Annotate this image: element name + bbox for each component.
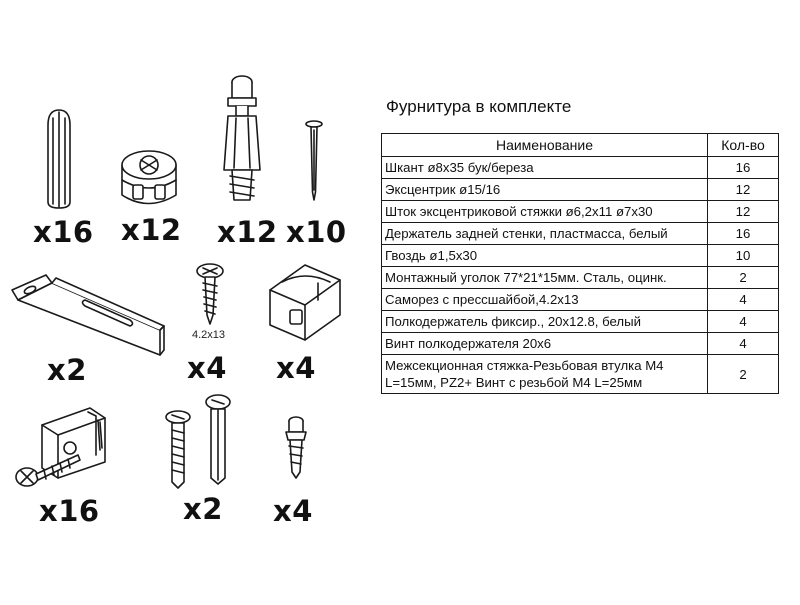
page-title: Фурнитура в комплекте: [386, 97, 572, 116]
qty-screw: x4: [187, 351, 227, 385]
cell-name: Монтажный уголок 77*21*15мм. Сталь, оцинк.: [382, 267, 708, 289]
cell-qty: 4: [708, 289, 779, 311]
table-row: [382, 223, 779, 245]
table-row: [382, 355, 779, 394]
qty-dowel: x16: [33, 215, 94, 249]
cell-name: Эксцентрик ø15/16: [382, 179, 708, 201]
screw-size-caption: 4.2x13: [192, 329, 226, 341]
qty-cam-lock: x12: [121, 213, 182, 247]
table-row: [382, 267, 779, 289]
cell-name: Держатель задней стенки, пластмасса, белый: [382, 223, 708, 245]
column-header-qty: Кол-во: [708, 134, 779, 157]
cell-qty: 12: [708, 201, 779, 223]
cell-qty: 10: [708, 245, 779, 267]
table-row: [382, 179, 779, 201]
cell-name: Шток эксцентриковой стяжки ø6,2x11 ø7x30: [382, 201, 708, 223]
cell-qty: 4: [708, 311, 779, 333]
table-row: [382, 289, 779, 311]
hardware-table: [381, 133, 779, 394]
cell-qty: 16: [708, 157, 779, 179]
cell-name: Саморез с прессшайбой,4.2x13: [382, 289, 708, 311]
qty-bracket: x2: [47, 353, 87, 387]
cell-name: Межсекционная стяжка-Резьбовая втулка М4 L=15мм, PZ2+ Винт с резьбой М4 L=25мм: [382, 355, 708, 394]
cell-qty: 4: [708, 333, 779, 355]
dowel-icon: [48, 110, 70, 208]
cell-qty: 2: [708, 267, 779, 289]
table-row: [382, 201, 779, 223]
cell-qty: 16: [708, 223, 779, 245]
qty-nail: x10: [286, 215, 347, 249]
table-header-row: [382, 134, 779, 157]
screw-icon: [197, 264, 223, 324]
table-row: [382, 311, 779, 333]
mounting-bracket-icon: [12, 275, 164, 355]
nail-icon: [306, 121, 322, 200]
hardware-illustration: [0, 0, 370, 600]
cam-bolt-icon: [224, 76, 260, 200]
column-header-name: Наименование: [382, 134, 708, 157]
qty-cam-bolt: x12: [217, 215, 278, 249]
cam-lock-icon: [122, 151, 176, 204]
cell-qty: 2: [708, 355, 779, 394]
table-row: [382, 157, 779, 179]
shelf-support-icon: [270, 265, 340, 340]
qty-shelf-support: x4: [276, 351, 316, 385]
cell-name: Шкант ø8x35 бук/береза: [382, 157, 708, 179]
cell-qty: 12: [708, 179, 779, 201]
table-row: [382, 333, 779, 355]
shelf-pin-icon: [286, 417, 306, 478]
cell-name: Винт полкодержателя 20x6: [382, 333, 708, 355]
cell-name: Гвоздь ø1,5x30: [382, 245, 708, 267]
qty-connector-bolt: x2: [183, 492, 223, 526]
table-row: [382, 245, 779, 267]
back-panel-holder-icon: [16, 408, 105, 486]
cell-name: Полкодержатель фиксир., 20x12.8, белый: [382, 311, 708, 333]
qty-shelf-pin: x4: [273, 494, 313, 528]
qty-back-panel-holder: x16: [39, 494, 100, 528]
connector-bolt-icon: [166, 395, 230, 488]
